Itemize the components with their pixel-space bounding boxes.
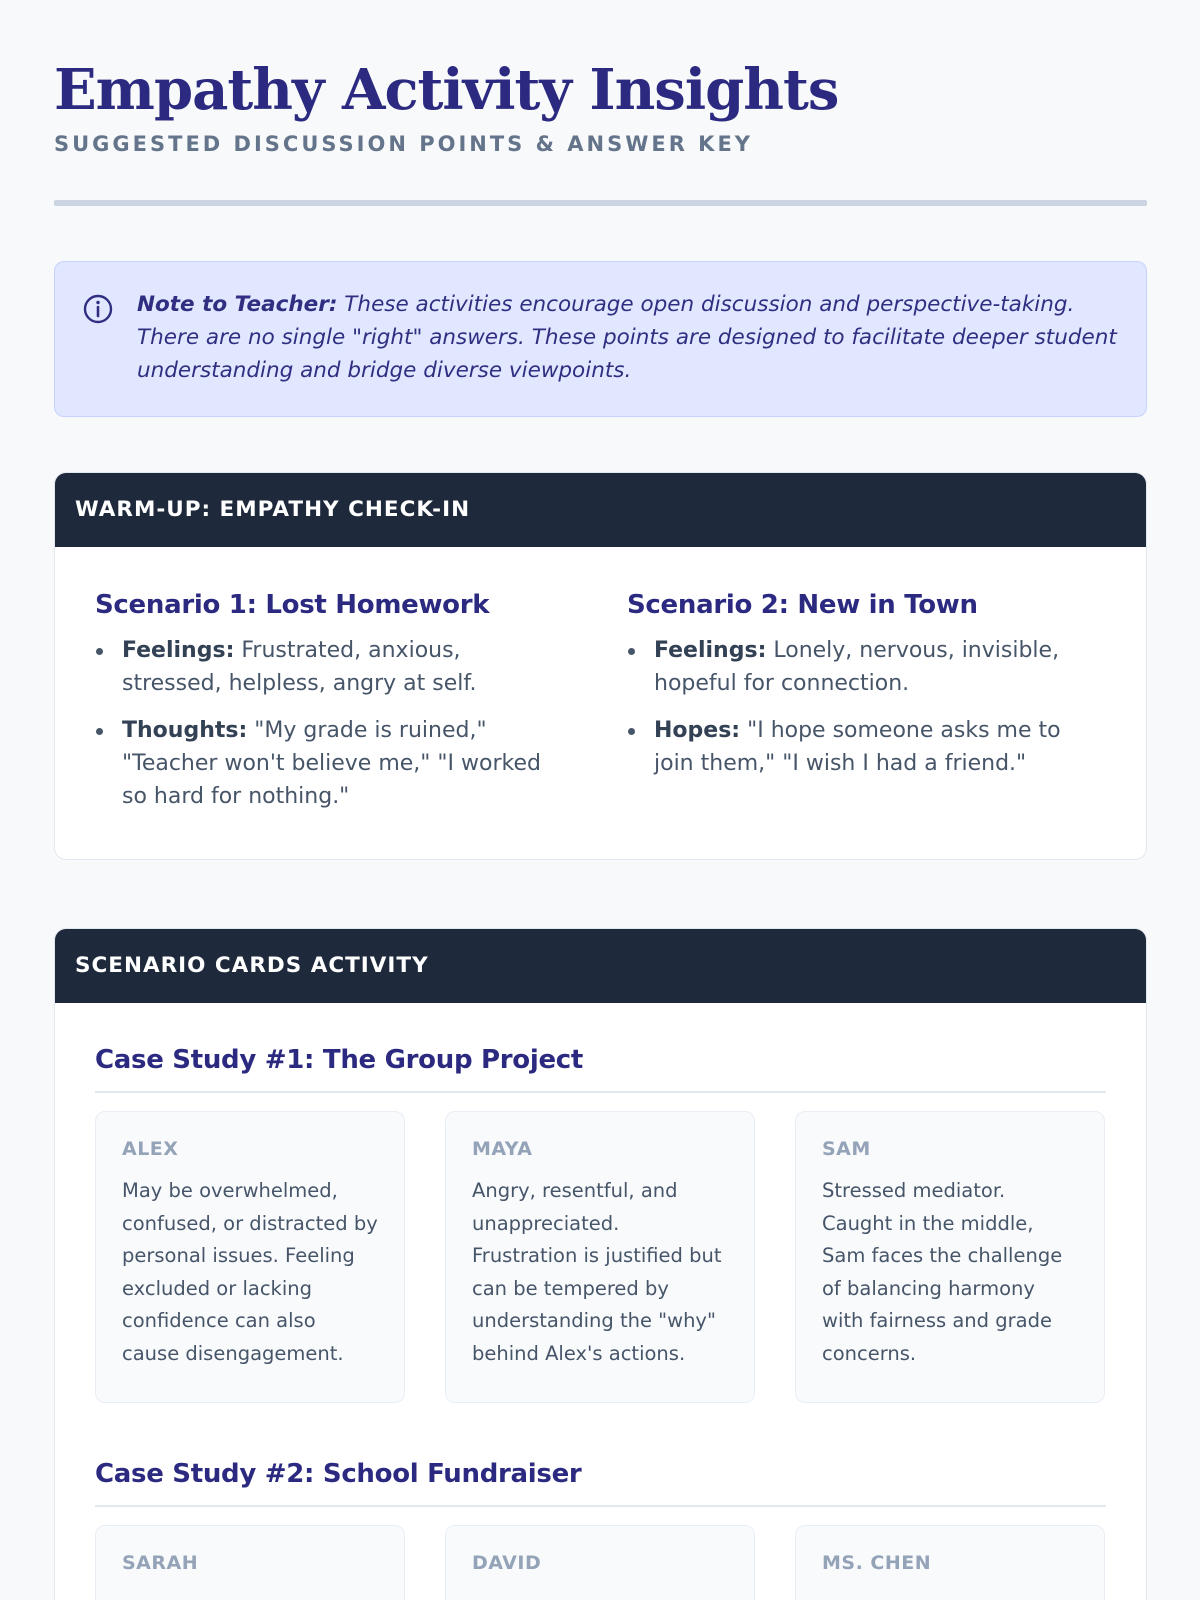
persona-card-maya bbox=[445, 1111, 755, 1403]
teacher-note-body: These activities encourage open discussion and perspective-taking. There are no single "right" answers. These points are designed to facilitate deeper student understanding and bridge diverse viewpoints. bbox=[137, 292, 1117, 383]
warmup-card bbox=[54, 472, 1147, 860]
teacher-note bbox=[54, 261, 1147, 417]
teacher-note-text bbox=[137, 288, 1127, 387]
persona-text: Angry, resentful, and unappreciated. Frustration is justified but can be tempered by understanding the "why" behind Alex's actions. bbox=[472, 1179, 722, 1365]
persona-card-david bbox=[445, 1525, 755, 1600]
list-item-label: Hopes: bbox=[654, 718, 741, 743]
scenario-2 bbox=[627, 588, 1107, 794]
persona-name: MS. CHEN bbox=[822, 1552, 932, 1574]
persona-name: ALEX bbox=[122, 1138, 179, 1160]
list-item-label: Feelings: bbox=[122, 638, 235, 663]
scenario-1 bbox=[95, 588, 550, 827]
persona-card-sam bbox=[795, 1111, 1105, 1403]
persona-name: SAM bbox=[822, 1138, 871, 1160]
case-study-2-title: Case Study #2: School Fundraiser bbox=[95, 1457, 1106, 1507]
list-item-text: "My grade is ruined," "Teacher won't believe me," "I worked so hard for nothing." bbox=[122, 718, 541, 809]
warmup-heading: WARM-UP: EMPATHY CHECK-IN bbox=[55, 473, 1146, 547]
persona-name: DAVID bbox=[472, 1552, 542, 1574]
persona-name: MAYA bbox=[472, 1138, 533, 1160]
persona-text: May be overwhelmed, confused, or distracted by personal issues. Feeling excluded or lacking confidence can also cause disengagement. bbox=[122, 1179, 378, 1365]
list-item-text: "I hope someone asks me to join them," "I wish I had a friend." bbox=[654, 718, 1061, 776]
case-study-1-title: Case Study #1: The Group Project bbox=[95, 1043, 1106, 1093]
scenario-cards-heading: SCENARIO CARDS ACTIVITY bbox=[55, 929, 1146, 1003]
scenario-cards-card bbox=[54, 928, 1147, 1600]
page-subtitle: SUGGESTED DISCUSSION POINTS & ANSWER KEY bbox=[54, 132, 754, 156]
page-title: Empathy Activity Insights bbox=[54, 57, 839, 123]
list-item bbox=[95, 634, 550, 700]
list-item bbox=[627, 714, 1107, 780]
persona-card-alex bbox=[95, 1111, 405, 1403]
scenario-2-title: Scenario 2: New in Town bbox=[627, 590, 978, 620]
header-divider bbox=[54, 200, 1147, 206]
list-item-label: Feelings: bbox=[654, 638, 767, 663]
info-icon bbox=[82, 293, 114, 325]
list-item-text: Lonely, nervous, invisible, hopeful for connection. bbox=[654, 638, 1060, 696]
persona-card-sarah bbox=[95, 1525, 405, 1600]
list-item bbox=[95, 714, 550, 813]
list-item-label: Thoughts: bbox=[122, 718, 248, 743]
persona-name: SARAH bbox=[122, 1552, 199, 1574]
scenario-2-list bbox=[627, 634, 1107, 780]
list-item-text: Frustrated, anxious, stressed, helpless, angry at self. bbox=[122, 638, 477, 696]
persona-text: Stressed mediator. Caught in the middle, Sam faces the challenge of balancing harmony with fairness and grade concerns. bbox=[822, 1179, 1063, 1365]
scenario-1-title: Scenario 1: Lost Homework bbox=[95, 590, 490, 620]
persona-card-ms-chen bbox=[795, 1525, 1105, 1600]
teacher-note-label: Note to Teacher: bbox=[137, 292, 338, 317]
list-item bbox=[627, 634, 1107, 700]
scenario-1-list bbox=[95, 634, 550, 813]
